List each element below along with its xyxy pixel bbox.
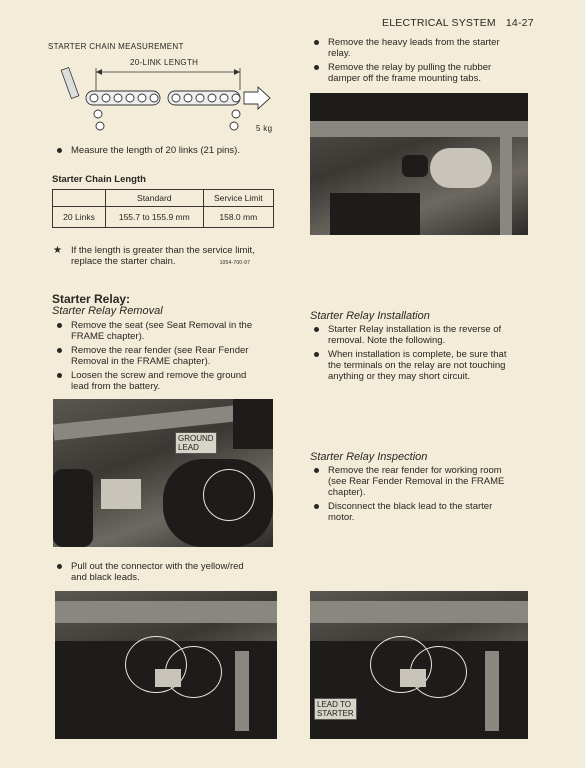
section-title: ELECTRICAL SYSTEM	[382, 17, 496, 29]
list-item: Remove the rear fender for working room (see Rear Fender Removal in the FRAME chapter).	[310, 465, 535, 498]
removal-steps	[53, 320, 278, 395]
weight-label: 5 kg	[256, 124, 273, 133]
ground-lead-callout: GROUND LEAD	[175, 432, 217, 454]
bullet-icon	[314, 40, 319, 45]
relay-heading: Starter Relay:	[52, 292, 131, 306]
list-item: Pull out the connector with the yellow/red and black leads.	[53, 561, 283, 583]
table-header	[53, 190, 106, 207]
chain-figure-title: STARTER CHAIN MEASUREMENT	[48, 42, 184, 51]
bullet-icon	[314, 468, 319, 473]
bullet-icon	[57, 148, 62, 153]
table-header: Standard	[106, 190, 204, 207]
table-cell: 158.0 mm	[203, 207, 273, 228]
bullet-icon	[314, 504, 319, 509]
page-number: 14-27	[505, 17, 534, 29]
chain-illustration	[48, 56, 288, 140]
list-item: Remove the relay by pulling the rubber damper off the frame mounting tabs.	[310, 62, 535, 84]
chain-diagram	[48, 56, 288, 140]
bullet-icon	[314, 65, 319, 70]
list-item: When installation is complete, be sure that the terminals on the relay are not touching anything or they may short circuit.	[310, 349, 535, 382]
list-item: Remove the rear fender (see Rear Fender Removal in the FRAME chapter).	[53, 345, 278, 367]
table-cell: 155.7 to 155.9 mm	[106, 207, 204, 228]
inspect-steps	[310, 465, 535, 526]
list-item: Loosen the screw and remove the ground lead from the battery.	[53, 370, 278, 392]
table-title: Starter Chain Length	[52, 174, 146, 185]
install-steps	[310, 324, 535, 385]
connector-photo	[55, 591, 277, 739]
bullet-icon	[57, 348, 62, 353]
bullet-icon	[314, 327, 319, 332]
connector-step-list	[53, 561, 283, 586]
list-item: Measure the length of 20 links (21 pins).	[53, 145, 283, 156]
figure-code: 1054-700-97	[219, 260, 251, 266]
table-row	[53, 207, 274, 228]
ground-lead-photo	[53, 399, 273, 547]
star-icon: ★	[53, 245, 62, 256]
relay-leads-steps	[310, 37, 535, 87]
relay-removal-photo	[310, 93, 528, 235]
install-heading: Starter Relay Installation	[310, 310, 430, 322]
dimension-label: 20-LINK LENGTH	[130, 58, 199, 67]
removal-heading: Starter Relay Removal	[52, 305, 163, 317]
chain-length-table	[52, 189, 274, 228]
bullet-icon	[57, 373, 62, 378]
table-header-row	[53, 190, 274, 207]
list-item: Disconnect the black lead to the starter motor.	[310, 501, 535, 523]
table-cell: 20 Links	[53, 207, 106, 228]
page-header	[382, 17, 534, 29]
inspect-heading: Starter Relay Inspection	[310, 451, 428, 463]
bullet-icon	[57, 323, 62, 328]
measure-step-list	[53, 145, 283, 159]
list-item: Starter Relay installation is the reverse of removal. Note the following.	[310, 324, 535, 346]
bullet-icon	[314, 352, 319, 357]
table-header: Service Limit	[203, 190, 273, 207]
list-item: Remove the seat (see Seat Removal in the FRAME chapter).	[53, 320, 278, 342]
bullet-icon	[57, 564, 62, 569]
list-item: Remove the heavy leads from the starter relay.	[310, 37, 535, 59]
note-text: If the length is greater than the service limit, replace the starter chain. 1054-700-97	[71, 245, 255, 267]
lead-to-starter-callout: LEAD TO STARTER	[314, 698, 357, 720]
